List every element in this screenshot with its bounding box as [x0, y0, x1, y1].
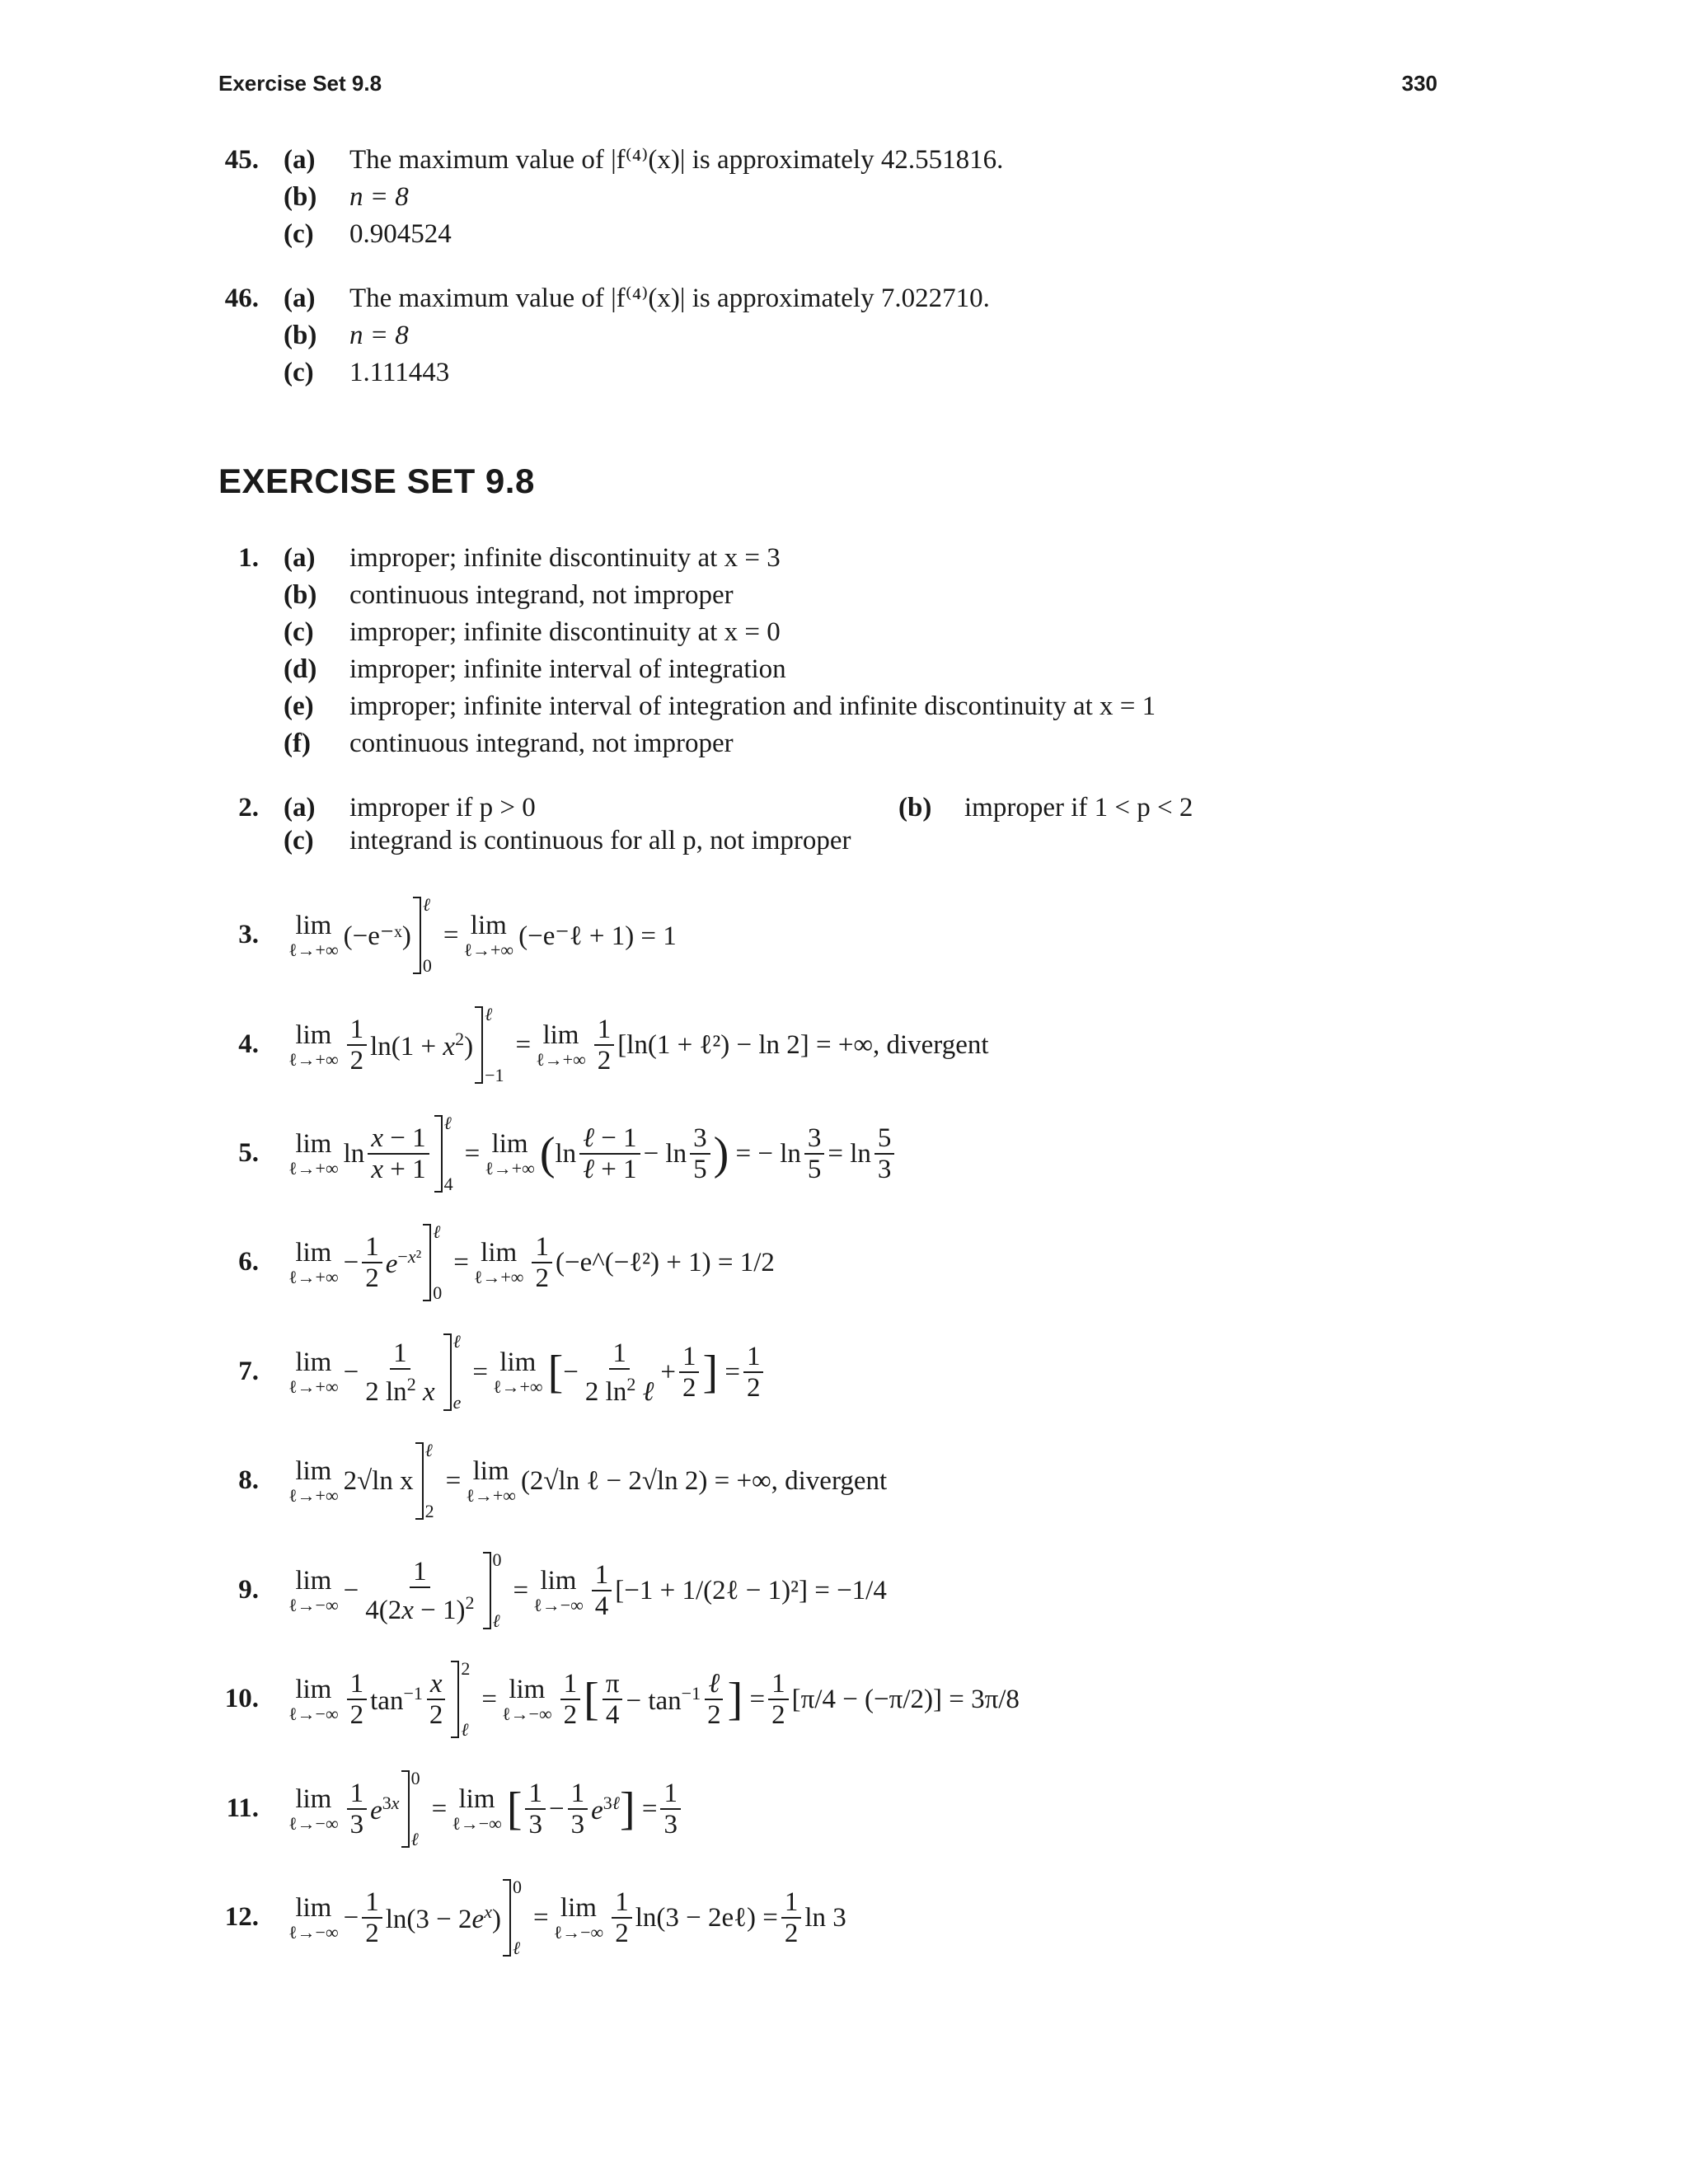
fraction: $\frac{1}{2}$: [679, 1342, 700, 1403]
part-text: improper; infinite discontinuity at x = 3: [349, 543, 781, 573]
problem-5: [0, 1108, 1484, 1199]
problem-number: 10.: [224, 1684, 259, 1713]
limit-operator: lim ℓ→−∞: [553, 1893, 604, 1943]
fraction: $\frac{1}{4}$: [592, 1560, 612, 1621]
fraction: $\frac{1}{3}$: [568, 1779, 588, 1840]
equation-text: 2√ln x: [343, 1465, 414, 1496]
problem-4: [0, 1000, 1484, 1090]
part-label: (c): [284, 826, 314, 855]
equation-text: (−e⁻ℓ + 1) = 1: [518, 921, 677, 951]
equation: lim ℓ→+∞ − $\frac{1}{2}$ $e^{-x^2}$ ℓ 0 = lim ℓ→+∞ $\frac{1}{2}$ (−e^(−ℓ²) + 1) = 1/2: [288, 1221, 775, 1303]
part-text: continuous integrand, not improper: [349, 729, 734, 758]
fraction: $\frac{3}{5}$: [690, 1123, 710, 1184]
problem-number: 11.: [226, 1793, 259, 1823]
problem-number: 45.: [224, 145, 259, 175]
evaluation-bracket: [413, 897, 421, 974]
problem-number: 12.: [224, 1902, 259, 1932]
part-label: (a): [284, 543, 316, 573]
bracket-bounds: 0 ℓ: [492, 1549, 502, 1631]
evaluation-bracket: [434, 1115, 443, 1193]
part-label: (c): [284, 219, 314, 249]
problem-number: 4.: [238, 1029, 259, 1059]
part-text: improper; infinite interval of integration and infinite discontinuity at x = 1: [349, 691, 1156, 721]
evaluation-bracket: [451, 1661, 459, 1738]
fraction: $\frac{1}{2}$: [743, 1342, 764, 1403]
fraction: $\frac{1}{2}$: [362, 1887, 382, 1948]
evaluation-bracket: [415, 1442, 424, 1520]
fraction: $\frac{1}{2}$: [560, 1669, 581, 1730]
fraction: $\frac{\text{ℓ}}{2}$: [704, 1669, 724, 1730]
part-text: 1.111443: [349, 358, 450, 387]
equation: lim ℓ→−∞ − $\frac{1}{2}$ $\ln(3 - 2e^x)$ 0 ℓ = lim ℓ→−∞ $\frac{1}{2}$ ln(3 − 2eℓ) = $\frac{1}{2}$ ln 3: [288, 1877, 846, 1958]
part-text: The maximum value of |f⁽⁴⁾(x)| is approximately 7.022710.: [349, 284, 990, 313]
limit-operator: lim ℓ→−∞: [288, 1675, 339, 1724]
problem-11: [0, 1764, 1484, 1854]
bracket-bounds: ℓ 2: [424, 1440, 434, 1521]
problem-number: 6.: [238, 1247, 259, 1277]
problem-9: [0, 1545, 1484, 1636]
part-label: (a): [284, 145, 316, 175]
bracket-bounds: ℓ 0: [433, 1221, 443, 1303]
fraction: $\frac{1}{3}$: [525, 1779, 546, 1840]
equation-text: (−e^(−ℓ²) + 1) = 1/2: [555, 1247, 775, 1277]
fraction: $\frac{1}{2}$: [362, 1232, 382, 1293]
fraction: $\frac{\text{ℓ − 1}}{\text{ℓ + 1}}$: [579, 1123, 640, 1184]
limit-operator: lim ℓ→−∞: [288, 1784, 339, 1834]
part-label: (e): [284, 691, 314, 721]
part-text: improper if p > 0: [349, 793, 536, 823]
evaluation-bracket: [401, 1770, 410, 1848]
limit-operator: lim ℓ→+∞: [288, 1347, 339, 1397]
problem-10: [0, 1654, 1484, 1745]
equation-text: (−e⁻ˣ): [343, 921, 411, 951]
problem-1: [0, 540, 1688, 771]
problem-2: [0, 790, 1688, 872]
fraction: $\frac{x}{2}$: [426, 1669, 447, 1730]
page-number: 330: [1401, 71, 1437, 96]
limit-operator: lim ℓ→+∞: [473, 1238, 524, 1287]
fraction: $\frac{1}{2}$: [612, 1887, 632, 1948]
problem-12: [0, 1872, 1484, 1963]
part-label: (b): [284, 321, 317, 350]
bracket-bounds: ℓ 4: [443, 1113, 453, 1194]
part-label: (b): [284, 182, 317, 212]
fraction: $\frac{1}{2 \ln^2 x}$: [365, 1338, 435, 1407]
equation-text: ln(3 − 2eℓ) =: [635, 1902, 778, 1933]
part-text: 0.904524: [349, 219, 452, 249]
evaluation-bracket: [483, 1552, 491, 1629]
problem-7: [0, 1327, 1484, 1418]
problem-number: 8.: [238, 1465, 259, 1495]
evaluation-bracket: [475, 1006, 483, 1084]
fraction: $\frac{\pi}{4}$: [603, 1669, 623, 1730]
part-text: n = 8: [349, 321, 409, 350]
part-text: continuous integrand, not improper: [349, 580, 734, 610]
bracket-bounds: ℓ 0: [422, 894, 432, 976]
fraction: $\frac{5}{3}$: [874, 1123, 895, 1184]
equation: lim ℓ→+∞ (−e⁻ˣ) ℓ 0 = lim ℓ→+∞ (−e⁻ℓ + 1) = 1: [288, 894, 677, 976]
problem-number: 1.: [238, 543, 259, 573]
limit-operator: lim ℓ→+∞: [288, 1238, 339, 1287]
part-label: (d): [284, 654, 317, 684]
limit-operator: lim ℓ→−∞: [288, 1893, 339, 1943]
limit-operator: lim ℓ→+∞: [288, 911, 339, 960]
fraction: $\frac{1}{3}$: [660, 1779, 681, 1840]
part-text: improper if 1 < p < 2: [964, 793, 1193, 823]
section-title: EXERCISE SET 9.8: [218, 462, 535, 500]
part-text: improper; infinite discontinuity at x = 0: [349, 617, 781, 647]
limit-operator: lim ℓ→+∞: [463, 911, 514, 960]
part-label: (b): [898, 793, 932, 823]
bracket-bounds: 2 ℓ: [461, 1658, 471, 1740]
part-text: integrand is continuous for all p, not improper: [349, 826, 851, 855]
limit-operator: lim ℓ→+∞: [492, 1347, 543, 1397]
limit-operator: lim ℓ→+∞: [288, 1456, 339, 1506]
fraction: $\frac{1}{2}$: [594, 1015, 615, 1076]
limit-operator: lim ℓ→−∞: [288, 1566, 339, 1615]
problem-46: [0, 280, 1688, 396]
fraction: $\frac{1}{2}$: [347, 1015, 368, 1076]
part-label: (b): [284, 580, 317, 610]
problem-number: 46.: [224, 284, 259, 313]
part-text: improper; infinite interval of integration: [349, 654, 786, 684]
part-text: n = 8: [349, 182, 409, 212]
evaluation-bracket: [503, 1879, 511, 1957]
limit-operator: lim ℓ→+∞: [288, 1020, 339, 1070]
equation: lim ℓ→−∞ − $\frac{1}{4(2x - 1)^2}$ 0 ℓ = lim ℓ→−∞ $\frac{1}{4}$ [−1 + 1/(2ℓ − 1)²] = −1/4: [288, 1549, 887, 1631]
bracket-bounds: 0 ℓ: [512, 1877, 522, 1958]
fraction: $\frac{1}{2}$: [768, 1669, 789, 1730]
problem-number: 3.: [238, 920, 259, 949]
limit-operator: lim ℓ→−∞: [452, 1784, 502, 1834]
limit-operator: lim ℓ→+∞: [536, 1020, 586, 1070]
limit-operator: lim ℓ→−∞: [502, 1675, 552, 1724]
fraction: $\frac{1}{2}$: [781, 1887, 802, 1948]
fraction: $\frac{1}{2}$: [347, 1669, 368, 1730]
equation: lim ℓ→+∞ 2√ln x ℓ 2 = lim ℓ→+∞ (2√ln ℓ − 2√ln 2) = +∞, divergent: [288, 1440, 888, 1521]
bracket-bounds: ℓ −1: [485, 1004, 504, 1085]
part-label: (f): [284, 729, 311, 758]
equation-text: (2√ln ℓ − 2√ln 2) = +∞, divergent: [520, 1465, 888, 1496]
fraction: $\frac{1}{4(2x - 1)^2}$: [365, 1556, 475, 1625]
fraction: $\frac{3}{5}$: [804, 1123, 825, 1184]
part-text: The maximum value of |f⁽⁴⁾(x)| is approximately 42.551816.: [349, 145, 1004, 175]
part-label: (c): [284, 617, 314, 647]
fraction: $\frac{1}{2}$: [532, 1232, 552, 1293]
problem-number: 9.: [238, 1575, 259, 1605]
equation-text: [π/4 − (−π/2)] = 3π/8: [791, 1684, 1020, 1714]
bracket-bounds: ℓ e: [452, 1331, 462, 1413]
part-label: (a): [284, 793, 316, 823]
fraction: $\frac{1}{2 \ln^2 \ell}$: [584, 1338, 654, 1407]
bracket-bounds: 0 ℓ: [410, 1768, 420, 1849]
problem-number: 2.: [238, 793, 259, 823]
limit-operator: lim ℓ→+∞: [288, 1129, 339, 1179]
problem-3: [0, 890, 1484, 981]
equation: lim ℓ→−∞ $\frac{1}{3}$ $e^{3x}$ 0 ℓ = lim ℓ→−∞ [ $\frac{1}{3}$ − $\frac{1}{3}$ $e^{3\ell}$ ] = $\frac{1}{3}$: [284, 1764, 684, 1854]
fraction: $\frac{x - 1}{x + 1}$: [368, 1123, 429, 1184]
equation-text: [−1 + 1/(2ℓ − 1)²] = −1/4: [615, 1575, 887, 1605]
limit-operator: lim ℓ→−∞: [533, 1566, 584, 1615]
limit-operator: lim ℓ→+∞: [466, 1456, 516, 1506]
problem-8: [0, 1436, 1484, 1526]
problem-45: [0, 142, 1688, 257]
fraction: $\frac{1}{3}$: [347, 1779, 368, 1840]
evaluation-bracket: [423, 1224, 431, 1301]
equation: lim ℓ→+∞ $\frac{1}{2}$ $\ln(1 + x^2)$ ℓ −1 = lim ℓ→+∞ $\frac{1}{2}$ [ln(1 + ℓ²) − ln 2] = +∞, divergent: [288, 1004, 989, 1085]
running-header-title: Exercise Set 9.8: [218, 71, 382, 96]
evaluation-bracket: [443, 1333, 452, 1411]
equation: lim ℓ→−∞ $\frac{1}{2}$ $\tan^{-1}$ $\frac{x}{2}$ 2 ℓ = lim ℓ→−∞ $\frac{1}{2}$ [ $\frac{\pi}{4}$ − $\tan^{-1}$ $\frac{\text{ℓ}}{2}$ ] = $\frac{1}{2}$ [π/4 − (−π/2)] = 3π/8: [288, 1658, 1020, 1740]
equation: lim ℓ→+∞ − $\frac{1}{2 \ln^2 x}$ ℓ e = lim ℓ→+∞ [ − $\frac{1}{2 \ln^2 \ell}$ + $\frac{1}{2}$ ] = $\frac{1}{2}$: [284, 1327, 767, 1418]
problem-number: 5.: [238, 1138, 259, 1168]
part-label: (a): [284, 284, 316, 313]
problem-number: 7.: [238, 1357, 259, 1386]
equation: lim ℓ→+∞ ln $\frac{x - 1}{x + 1}$ ℓ 4 = lim ℓ→+∞ ( ln $\frac{\text{ℓ − 1}}{\text{ℓ + 1}}$ − ln $\frac{3}{5}$ ) = − ln $\frac{3}{5}$ = ln $\frac{5}{3}$: [284, 1108, 898, 1199]
problem-6: [0, 1217, 1484, 1308]
limit-operator: lim ℓ→+∞: [485, 1129, 535, 1179]
part-label: (c): [284, 358, 314, 387]
equation-text: [ln(1 + ℓ²) − ln 2] = +∞, divergent: [617, 1029, 989, 1060]
